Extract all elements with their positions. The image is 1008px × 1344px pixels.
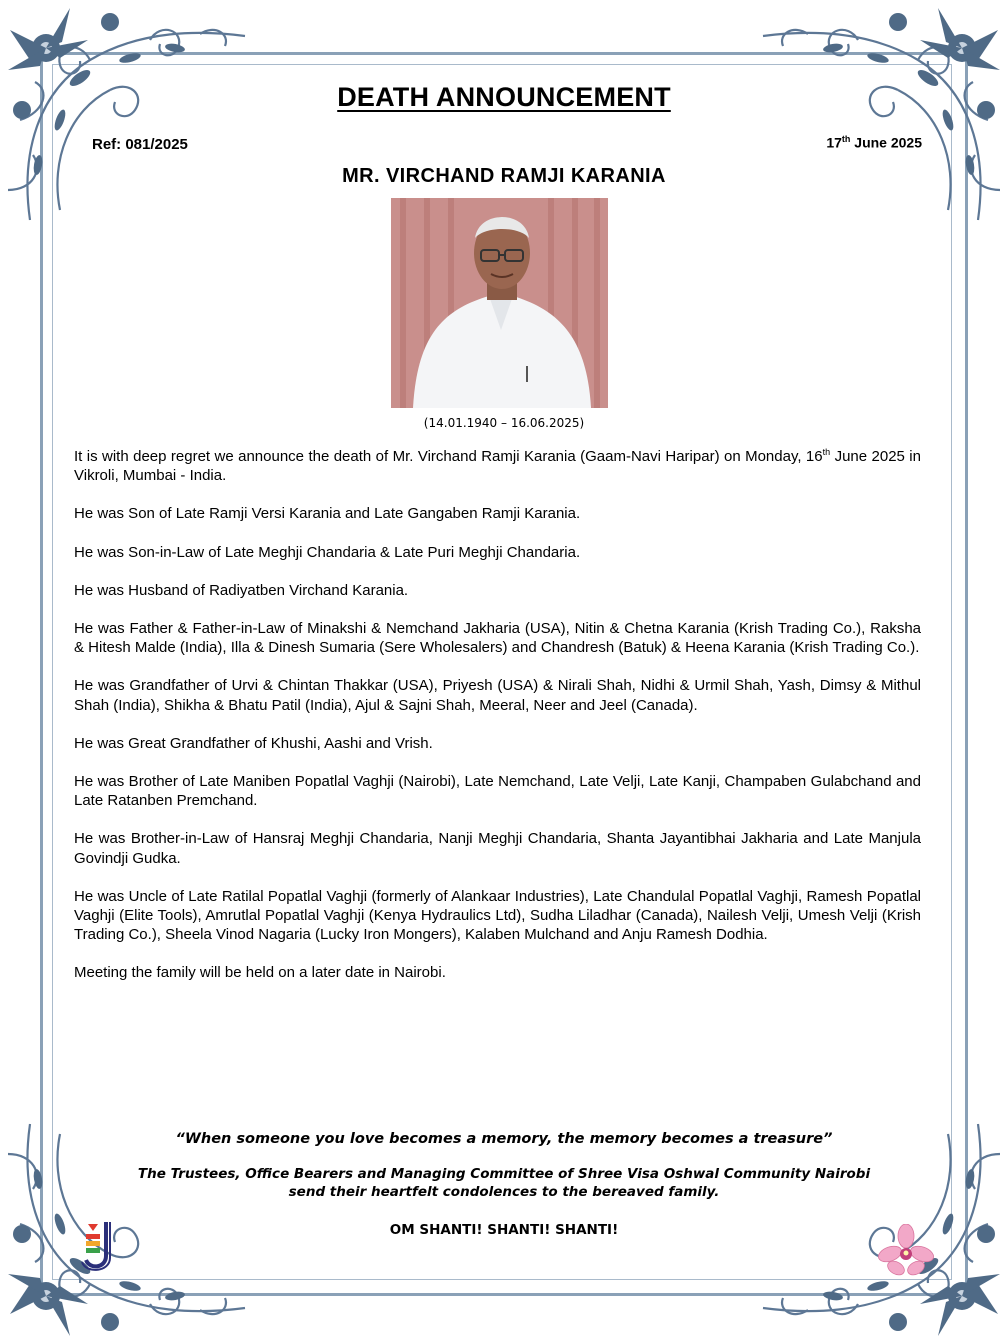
paragraph-son: He was Son of Late Ramji Versi Karania and Late Gangaben Ramji Karania. <box>74 505 581 523</box>
paragraph-brother: He was Brother of Late Maniben Popatlal Vaghji (Nairobi), Late Nemchand, Late Velji, Late Kanji, Champaben Gulabchand and Late Ratanben Premchand. <box>74 773 921 810</box>
paragraph-uncle: He was Uncle of Late Ratilal Popatlal Vaghji (formerly of Alankaar Industries), Late Chandulal Popatlal Vaghji, Ramesh Popatlal Vaghji (Elite Tools), Amrutlal Popatlal Vaghji (Kenya Hydraulics Ltd), Sudha Liladhar (Canada), Nailesh Velji, Umesh Velji (Krish Trading Co.), Sheela Vinod Nagaria (Lucky Iron Mongers), Kalaben Mulchand and Anju Ramesh Dodhia. <box>74 887 921 944</box>
paragraph-meeting: Meeting the family will be held on a later date in Nairobi. <box>74 964 446 982</box>
intro-paragraph: It is with deep regret we announce the death of Mr. Virchand Ramji Karania (Gaam-Navi Haripar) on Monday, 16th June 2025 in Vikroli, Mumbai - India. <box>74 447 921 485</box>
condolence-line-1: The Trustees, Office Bearers and Managing Committee of Shree Visa Oshwal Community Nairobi <box>137 1166 871 1182</box>
portrait-photo <box>391 198 608 408</box>
condolence-line-2: send their heartfelt condolences to the bereaved family. <box>288 1184 720 1200</box>
paragraph-grandfather: He was Grandfather of Urvi & Chintan Thakkar (USA), Priyesh (USA) & Nirali Shah, Nidhi & Urmil Shah, Yash, Dimsy & Mithul Shah (India), Shikha & Bhatu Patil (India), Ajul & Sajni Shah, Meeral, Neer and Jeel (Canada). <box>74 677 921 714</box>
corner-ornament-top-right <box>758 0 1008 230</box>
paragraph-son-in-law: He was Son-in-Law of Late Meghji Chandaria & Late Puri Meghji Chandaria. <box>74 543 581 561</box>
orchid-flower-icon <box>878 1224 934 1278</box>
reference-number: Ref: 081/2025 <box>92 136 188 153</box>
announcement-date: 17th June 2025 <box>826 134 922 151</box>
page-title: DEATH ANNOUNCEMENT <box>337 82 671 112</box>
deceased-name: MR. VIRCHAND RAMJI KARANIA <box>342 165 666 187</box>
community-logo <box>80 1218 120 1274</box>
memorial-quote: “When someone you love becomes a memory, the memory becomes a treasure” <box>175 1131 833 1147</box>
om-shanti-text: OM SHANTI! SHANTI! SHANTI! <box>389 1222 619 1238</box>
paragraph-great-grandfather: He was Great Grandfather of Khushi, Aashi and Vrish. <box>74 734 433 752</box>
paragraph-father: He was Father & Father-in-Law of Minakshi & Nemchand Jakharia (USA), Nitin & Chetna Karania (Krish Trading Co.), Raksha & Hitesh Malde (India), Illa & Dinesh Sumaria (Sere Wholesalers) and Chandresh (Batuk) & Heena Karania (Krish Trading Co.). <box>74 620 921 657</box>
condolence-message <box>0 1165 1008 1201</box>
paragraph-husband: He was Husband of Radiyatben Virchand Karania. <box>74 581 409 599</box>
corner-ornament-top-left <box>0 0 250 230</box>
announcement-body <box>74 443 921 1002</box>
paragraph-brother-in-law: He was Brother-in-Law of Hansraj Meghji Chandaria, Nanji Meghji Chandaria, Shanta Jayantibhai Jakharia and Late Manjula Govindji Gudka. <box>74 830 921 867</box>
life-dates: (14.01.1940 – 16.06.2025) <box>423 416 585 430</box>
